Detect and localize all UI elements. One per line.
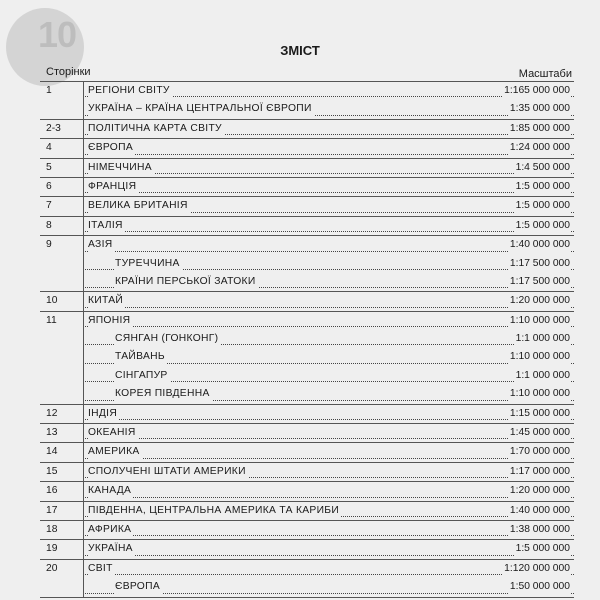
column-divider [83,236,84,254]
toc-map-scale: 1:50 000 000 [508,578,570,596]
column-divider [83,100,84,118]
toc-map-scale: 1:20 000 000 [508,292,570,310]
toc-map-scale: 1:5 000 000 [514,540,570,558]
toc-section-name: УКРАЇНА [88,540,135,558]
column-divider [83,120,84,138]
toc-map-scale: 1:17 500 000 [508,273,570,291]
toc-section-name: КРАЇНИ ПЕРСЬКОЇ ЗАТОКИ [115,273,258,291]
toc-row [40,216,574,235]
column-divider [83,197,84,215]
toc-section-name: ЄВРОПА [88,139,135,157]
toc-row [40,423,574,442]
toc-section-name: КАНАДА [88,482,133,500]
column-divider [83,578,84,596]
dot-leader [85,231,574,232]
toc-map-scale: 1:38 000 000 [508,521,570,539]
toc-map-scale: 1:5 000 000 [514,197,570,215]
toc-section-name: ІНДІЯ [88,405,119,423]
toc-row [40,442,574,461]
toc-row [40,539,574,558]
toc-map-scale: 1:1 000 000 [514,330,570,348]
toc-page-number: 1 [46,85,52,96]
toc-section-name: СЯНГАН (ГОНКОНГ) [115,330,220,348]
toc-page-number: 16 [46,485,58,497]
column-divider [83,463,84,481]
toc-row [40,158,574,177]
toc-page-number: 6 [46,180,52,192]
toc-row [40,291,574,310]
toc-section-name: ПІВДЕННА, ЦЕНТРАЛЬНА АМЕРИКА ТА КАРИБИ [88,502,341,520]
toc-map-scale: 1:85 000 000 [508,120,570,138]
dot-leader [85,458,574,459]
toc-section-name: ЄВРОПА [115,578,162,596]
dot-leader [85,574,574,575]
toc-page-number: 2-3 [46,122,61,134]
toc-map-scale: 1:40 000 000 [508,236,570,254]
dot-leader [85,326,574,327]
column-divider [83,482,84,500]
column-divider [83,330,84,348]
toc-page-number: 7 [46,200,52,212]
toc-page-number: 11 [46,314,57,326]
dot-leader [85,497,574,498]
toc-row [40,404,574,423]
column-divider [83,292,84,310]
toc-row [40,330,574,348]
toc-map-scale: 1:24 000 000 [508,139,570,157]
column-divider [83,385,84,403]
toc-row [40,177,574,196]
dot-leader [85,555,574,556]
toc-section-name: ФРАНЦІЯ [88,178,138,196]
toc-section-name: АФРИКА [88,521,133,539]
toc-page-number: 17 [46,504,58,516]
toc-row [40,348,574,366]
column-divider [83,178,84,196]
column-divider [83,82,84,100]
dot-leader [85,192,574,193]
toc-row [40,255,574,273]
column-divider [83,560,84,578]
toc-section-name: КИТАЙ [88,292,125,310]
toc-bottom-rule [40,597,574,598]
toc-map-scale: 1:35 000 000 [508,100,570,118]
toc-section-name: НІМЕЧЧИНА [88,159,154,177]
toc-section-name: ТУРЕЧЧИНА [115,255,182,273]
toc-page-number: 4 [46,142,52,154]
toc-section-name: ВЕЛИКА БРИТАНІЯ [88,197,190,215]
toc-section-name: СВІТ [88,560,115,578]
toc-map-scale: 1:120 000 000 [502,560,570,578]
toc-page-number: 14 [46,446,58,458]
column-divider [83,139,84,157]
toc-row [40,578,574,596]
table-of-contents [40,81,574,597]
toc-row [40,367,574,385]
toc-map-scale: 1:1 000 000 [514,367,570,385]
toc-row [40,100,574,118]
toc-map-scale: 1:10 000 000 [508,348,570,366]
page-title: ЗМІСТ [280,43,320,58]
toc-section-name: СІНГАПУР [115,367,170,385]
toc-section-name: АМЕРИКА [88,443,142,461]
toc-page-number: 15 [46,465,58,477]
toc-page-number: 12 [46,407,58,419]
toc-page-number: 10 [46,295,58,307]
column-divider [83,217,84,235]
toc-map-scale: 1:15 000 000 [508,405,570,423]
toc-section-name: ОКЕАНІЯ [88,424,138,442]
dot-leader [85,438,574,439]
column-divider [83,424,84,442]
dot-leader [85,251,574,252]
dot-leader [85,419,574,420]
toc-section-name: ПОЛІТИЧНА КАРТА СВІТУ [88,120,224,138]
column-divider [83,312,84,330]
column-divider [83,502,84,520]
toc-map-scale: 1:40 000 000 [508,502,570,520]
toc-page-number: 9 [46,239,52,251]
pages-column-header: Сторінки [46,66,91,78]
toc-section-name: РЕГІОНИ СВІТУ [88,82,172,100]
toc-section-name: АЗІЯ [88,236,114,254]
column-divider [83,367,84,385]
toc-row [40,520,574,539]
toc-row [40,501,574,520]
toc-row [40,462,574,481]
toc-row [40,81,574,100]
toc-row [40,481,574,500]
toc-map-scale: 1:10 000 000 [508,385,570,403]
toc-page-number: 18 [46,523,58,535]
toc-row [40,235,574,254]
toc-row [40,273,574,291]
scales-column-header: Масштаби [518,68,572,80]
toc-page-number: 20 [46,562,58,574]
column-divider [83,540,84,558]
toc-map-scale: 1:5 000 000 [514,217,570,235]
toc-section-name: ТАЙВАНЬ [115,348,167,366]
dot-leader [85,307,574,308]
dot-leader [85,154,574,155]
toc-map-scale: 1:10 000 000 [508,312,570,330]
toc-page-number: 19 [46,543,58,555]
toc-row [40,385,574,403]
toc-map-scale: 1:165 000 000 [502,82,570,100]
toc-row [40,138,574,157]
dot-leader [85,535,574,536]
toc-section-name: ІТАЛІЯ [88,217,125,235]
column-divider [83,521,84,539]
toc-row [40,196,574,215]
column-divider [83,159,84,177]
toc-map-scale: 1:20 000 000 [508,482,570,500]
dot-leader [85,173,574,174]
page-number-badge-text: 10 [38,14,77,55]
column-divider [83,443,84,461]
column-divider [83,273,84,291]
toc-row [40,119,574,138]
toc-section-name: СПОЛУЧЕНІ ШТАТИ АМЕРИКИ [88,463,248,481]
toc-page-number: 8 [46,219,52,231]
toc-map-scale: 1:70 000 000 [508,443,570,461]
toc-page-number: 5 [46,161,52,173]
toc-map-scale: 1:45 000 000 [508,424,570,442]
toc-page-number: 13 [46,427,58,439]
toc-section-name: ЯПОНІЯ [88,312,132,330]
toc-row [40,311,574,330]
toc-map-scale: 1:4 500 000 [514,159,570,177]
column-divider [83,405,84,423]
toc-map-scale: 1:5 000 000 [514,178,570,196]
toc-map-scale: 1:17 500 000 [508,255,570,273]
toc-section-name: УКРАЇНА – КРАЇНА ЦЕНТРАЛЬНОЇ ЄВРОПИ [88,100,314,118]
column-divider [83,255,84,273]
column-divider [83,348,84,366]
toc-map-scale: 1:17 000 000 [508,463,570,481]
toc-row [40,559,574,578]
toc-section-name: КОРЕЯ ПІВДЕННА [115,385,212,403]
